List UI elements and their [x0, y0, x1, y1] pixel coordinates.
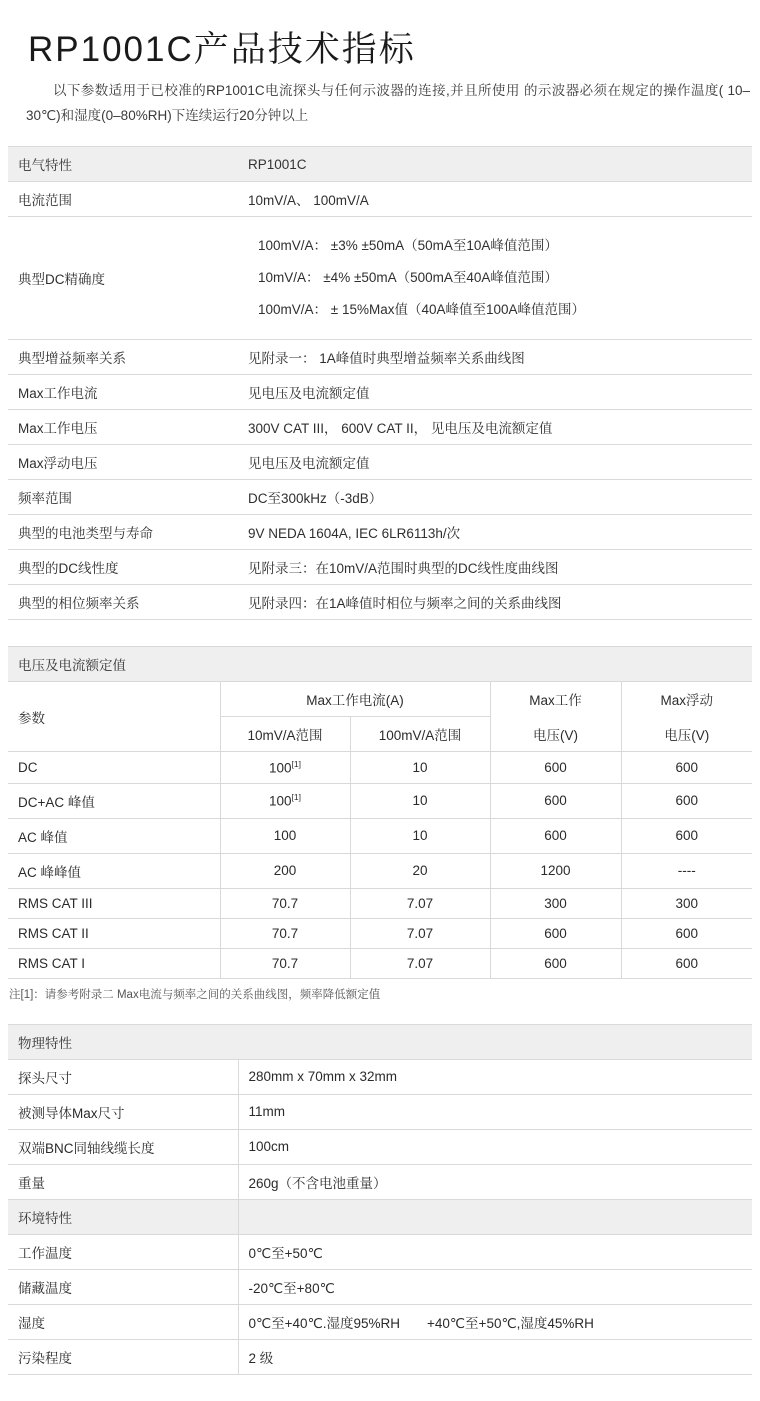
row-label: 典型的DC线性度	[8, 550, 238, 585]
table-row	[8, 1164, 752, 1199]
value-text: 100	[269, 760, 292, 776]
table-row	[8, 1199, 752, 1234]
row-value: 见附录四：在1A峰值时相位与频率之间的关系曲线图	[238, 585, 752, 620]
row-value: 见附录三：在10mV/A范围时典型的DC线性度曲线图	[238, 550, 752, 585]
table-row	[8, 818, 752, 853]
row-label: AC 峰峰值	[8, 853, 220, 888]
row-value: 0℃至+50℃	[238, 1234, 752, 1269]
col-float-voltage-2: 电压(V)	[621, 717, 752, 752]
col-work-voltage-1: Max工作	[490, 682, 621, 717]
bottom-spacer	[0, 1375, 760, 1401]
row-value: DC至300kHz（-3dB）	[238, 480, 752, 515]
table-row	[8, 585, 752, 620]
row-value: 见电压及电流额定值	[238, 375, 752, 410]
environment-header-blank	[238, 1199, 752, 1234]
table-row	[8, 752, 752, 784]
row-label: DC	[8, 752, 220, 784]
row-value-10mv: 70.7	[220, 888, 350, 918]
environment-header: 环境特性	[8, 1199, 238, 1234]
col-param-label: 参数	[8, 682, 220, 752]
row-value-100mv: 10	[350, 783, 490, 818]
physical-header: 物理特性	[8, 1024, 238, 1059]
table-row	[8, 375, 752, 410]
col-group-current: Max工作电流(A)	[220, 682, 490, 717]
row-value-100mv: 10	[350, 818, 490, 853]
row-value: 9V NEDA 1604A, IEC 6LR6113h/次	[238, 515, 752, 550]
row-value: 100cm	[238, 1129, 752, 1164]
row-label: 双端BNC同轴线缆长度	[8, 1129, 238, 1164]
table-row	[8, 1094, 752, 1129]
electrical-header-value: RP1001C	[238, 147, 752, 182]
table-row	[8, 410, 752, 445]
physical-table	[8, 1024, 752, 1375]
table-row	[8, 948, 752, 978]
intro-paragraph	[0, 78, 760, 128]
row-label: 探头尺寸	[8, 1059, 238, 1094]
row-label: 频率范围	[8, 480, 238, 515]
row-label: AC 峰值	[8, 818, 220, 853]
row-value: 0℃至+40℃.湿度95%RH +40℃至+50℃,湿度45%RH	[238, 1304, 752, 1339]
col-sub-100mv: 100mV/A范围	[350, 717, 490, 752]
row-label: 典型的电池类型与寿命	[8, 515, 238, 550]
table-row	[8, 147, 752, 182]
table-row	[8, 682, 752, 717]
row-value-group	[238, 217, 752, 340]
row-value-100mv: 7.07	[350, 888, 490, 918]
table-row	[8, 888, 752, 918]
row-value-float: 600	[621, 783, 752, 818]
ratings-table	[8, 646, 752, 979]
row-label: 典型的相位频率关系	[8, 585, 238, 620]
page-title: RP1001C产品技术指标	[28, 30, 416, 69]
row-value-100mv: 20	[350, 853, 490, 888]
col-float-voltage-1: Max浮动	[621, 682, 752, 717]
row-value: 2 级	[238, 1339, 752, 1374]
row-label: 工作温度	[8, 1234, 238, 1269]
table-row	[8, 1234, 752, 1269]
ratings-header-blank	[220, 647, 752, 682]
footnote-marker: [1]	[291, 759, 301, 769]
value-text: 100	[269, 793, 292, 809]
table-row	[8, 918, 752, 948]
intro-text: 以下参数适用于已校准的RP1001C电流探头与任何示波器的连接,并且所使用 的示波器必须在规定的操作温度( 10–30℃)和湿度(0–80%RH)下连续运行20分钟以上	[26, 83, 750, 123]
footnote-marker: [1]	[291, 792, 301, 803]
row-label: 湿度	[8, 1304, 238, 1339]
row-value-float: ----	[621, 853, 752, 888]
row-value-100mv: 7.07	[350, 918, 490, 948]
row-value: -20℃至+80℃	[238, 1269, 752, 1304]
row-label: RMS CAT III	[8, 888, 220, 918]
row-value-work: 600	[490, 818, 621, 853]
row-label: 被测导体Max尺寸	[8, 1094, 238, 1129]
table-row	[8, 217, 752, 340]
row-value-line: 100mV/A： ±3% ±50mA（50mA至10A峰值范围）	[258, 238, 558, 253]
row-value-100mv: 7.07	[350, 948, 490, 978]
table-row	[8, 647, 752, 682]
table-row	[8, 1304, 752, 1339]
table-row	[8, 1339, 752, 1374]
row-value: 280mm x 70mm x 32mm	[238, 1059, 752, 1094]
col-work-voltage-2: 电压(V)	[490, 717, 621, 752]
row-label: Max浮动电压	[8, 445, 238, 480]
table-row	[8, 1024, 752, 1059]
row-label: 储藏温度	[8, 1269, 238, 1304]
row-value-work: 600	[490, 918, 621, 948]
row-value: 260g（不含电池重量）	[238, 1164, 752, 1199]
table-row	[8, 1129, 752, 1164]
row-value-10mv: 70.7	[220, 918, 350, 948]
row-value-10mv: 70.7	[220, 948, 350, 978]
row-value: 见电压及电流额定值	[238, 445, 752, 480]
row-value-10mv	[220, 752, 350, 784]
row-value-work: 300	[490, 888, 621, 918]
row-label: 污染程度	[8, 1339, 238, 1374]
row-value-work: 600	[490, 948, 621, 978]
physical-header-blank	[238, 1024, 752, 1059]
row-label: Max工作电流	[8, 375, 238, 410]
col-sub-10mv: 10mV/A范围	[220, 717, 350, 752]
row-label: 典型增益频率关系	[8, 340, 238, 375]
row-value-10mv	[220, 783, 350, 818]
row-value-100mv: 10	[350, 752, 490, 784]
ratings-footnote: 注[1]：请参考附录二 Max电流与频率之间的关系曲线图，频率降低额定值	[9, 988, 381, 1001]
row-value-10mv: 100	[220, 818, 350, 853]
row-value-float: 300	[621, 888, 752, 918]
row-value-float: 600	[621, 918, 752, 948]
row-value: 10mV/A、 100mV/A	[238, 182, 752, 217]
row-label: 电流范围	[8, 182, 238, 217]
table-row	[8, 1269, 752, 1304]
table-row	[8, 340, 752, 375]
row-value-work: 600	[490, 783, 621, 818]
row-label: RMS CAT II	[8, 918, 220, 948]
table-row	[8, 853, 752, 888]
row-label: Max工作电压	[8, 410, 238, 445]
row-value-float: 600	[621, 752, 752, 784]
ratings-title: 电压及电流额定值	[8, 647, 220, 682]
row-value: 11mm	[238, 1094, 752, 1129]
table-row	[8, 445, 752, 480]
row-label: DC+AC 峰值	[8, 783, 220, 818]
row-label: 典型DC精确度	[8, 217, 238, 340]
row-value-work: 1200	[490, 853, 621, 888]
row-value-work: 600	[490, 752, 621, 784]
table-row	[8, 1059, 752, 1094]
table-row	[8, 550, 752, 585]
electrical-table	[8, 146, 752, 620]
row-label: 重量	[8, 1164, 238, 1199]
row-value-10mv: 200	[220, 853, 350, 888]
row-value: 300V CAT III， 600V CAT II， 见电压及电流额定值	[238, 410, 752, 445]
row-value: 见附录一： 1A峰值时典型增益频率关系曲线图	[238, 340, 752, 375]
electrical-header-name: 电气特性	[8, 147, 238, 182]
row-value-line: 10mV/A： ±4% ±50mA（500mA至40A峰值范围）	[258, 270, 558, 285]
table-row	[8, 783, 752, 818]
row-value-float: 600	[621, 948, 752, 978]
table-row	[8, 182, 752, 217]
row-label: RMS CAT I	[8, 948, 220, 978]
table-row	[8, 480, 752, 515]
table-row	[8, 515, 752, 550]
row-value-float: 600	[621, 818, 752, 853]
row-value-line: 100mV/A： ± 15%Max值（40A峰值至100A峰值范围）	[258, 302, 586, 317]
